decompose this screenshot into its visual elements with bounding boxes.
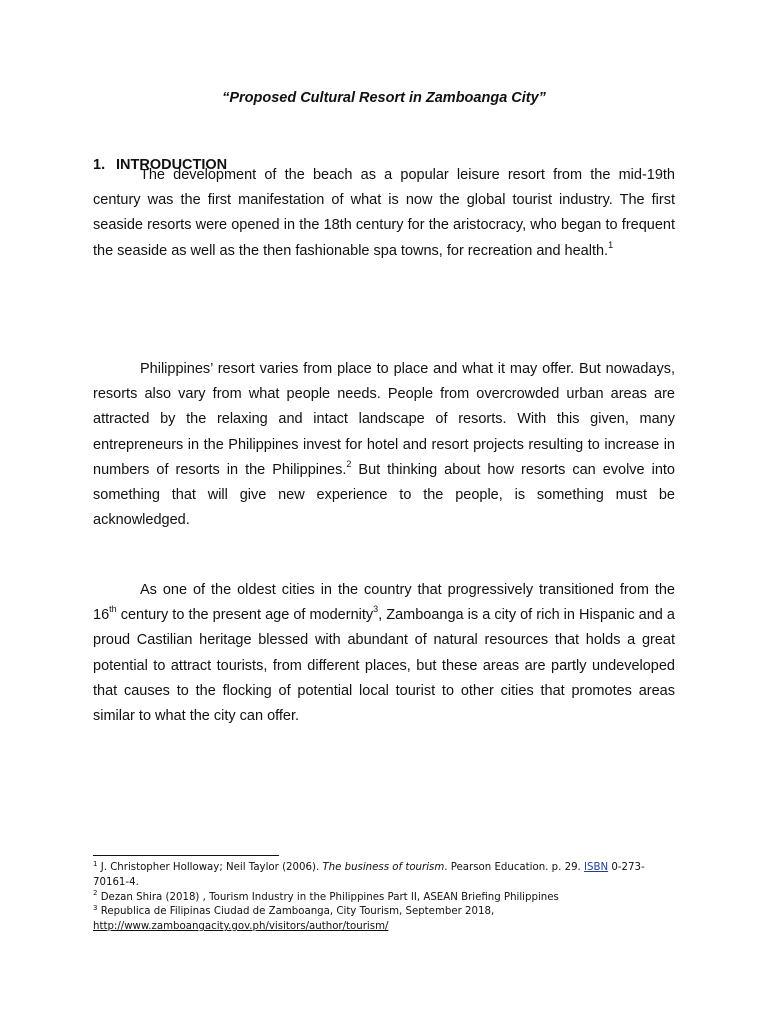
- footnote-ref-1[interactable]: 1: [608, 239, 614, 250]
- paragraph-2-text-a: Philippines’ resort varies from place to place and what it may offer. But nowadays, resorts also vary from what people needs. People from overcrowded urban areas are attracted by the relaxing and intact landscape of resorts. With this given, many entrepreneurs in the Philippines invest for hotel and resort projects resulting to increase in numbers of resorts in the Philippines.: [93, 361, 675, 478]
- footnote-2-text: Dezan Shira (2018) , Tourism Industry in the Philippines Part II, ASEAN Briefing Philippines: [97, 891, 559, 903]
- footnote-1-publisher: . Pearson Education. p. 29.: [444, 862, 585, 873]
- paragraph-3-text-c: , Zamboanga is a city of rich in Hispanic and a proud Castilian heritage blessed with abundant of natural resources that holds a great potential to attract tourists, from different places, but these areas are partly undeveloped that causes to the flocking of potential local tourist to other cities that promotes areas similar to what the city can offer.: [93, 607, 675, 725]
- section-number: 1.: [93, 157, 106, 173]
- tourism-url-link[interactable]: http://www.zamboangacity.gov.ph/visitors/author/tourism/: [93, 921, 389, 933]
- footnote-3-text: Republica de Filipinas Ciudad de Zamboanga, City Tourism, September 2018,: [97, 906, 495, 918]
- footnote-1: [93, 861, 675, 891]
- document-title: “Proposed Cultural Resort in Zamboanga City”: [222, 90, 546, 106]
- footnote-1-book-title: The business of tourism: [322, 862, 445, 873]
- footnote-number: 2: [93, 889, 98, 898]
- paragraph-3: [93, 578, 675, 729]
- footnote-number: 3: [93, 904, 98, 912]
- paragraph-2: [93, 357, 675, 533]
- footnote-separator: [93, 855, 279, 856]
- footnote-2: [93, 891, 675, 906]
- paragraph-1-text: The development of the beach as a popular leisure resort from the mid-19th century was the first manifestation of what is now the global tourist industry. The first seaside resorts were opened in the 18th century for the aristocracy, who began to frequent the seaside as well as the then fashionable spa towns, for recreation and health.: [93, 167, 675, 259]
- footnote-1-isbn-number: 0-273-70161-4.: [93, 862, 645, 888]
- footnote-3: [93, 905, 675, 935]
- footnotes: [93, 861, 675, 935]
- paragraph-1: [93, 163, 675, 264]
- footnote-1-authors: J. Christopher Holloway; Neil Taylor (2006).: [97, 862, 323, 873]
- footnote-ref-3[interactable]: 3: [373, 604, 379, 615]
- ordinal-suffix: th: [109, 604, 117, 615]
- paragraph-3-text-b: century to the present age of modernity: [116, 607, 374, 624]
- isbn-link[interactable]: ISBN: [584, 862, 609, 873]
- paragraph-2-text-b: But thinking about how resorts can evolve into something that will give new experience to the people, is something must be acknowledged.: [93, 461, 675, 529]
- footnote-number: 1: [93, 859, 98, 868]
- section-title: INTRODUCTION: [116, 157, 228, 173]
- paragraph-3-text-a: As one of the oldest cities in the country that progressively transitioned from the 16: [93, 582, 675, 624]
- footnote-ref-2[interactable]: 2: [346, 458, 352, 469]
